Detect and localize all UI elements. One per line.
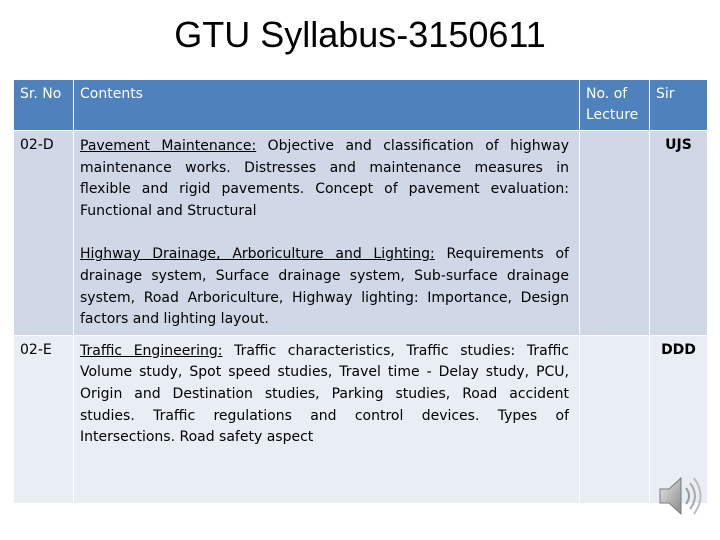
row-sr-no: 02-D (14, 131, 74, 336)
content-paragraph (80, 244, 569, 330)
header-sir: Sir (650, 80, 708, 131)
row-sir: UJS (650, 131, 708, 336)
table-row (14, 335, 708, 503)
table-row (14, 131, 708, 336)
speaker-icon[interactable] (656, 472, 706, 522)
syllabus-table (13, 79, 708, 504)
row-contents (74, 335, 580, 503)
table-header-row (14, 80, 708, 131)
content-paragraph (80, 136, 569, 222)
row-sr-no: 02-E (14, 335, 74, 503)
header-sr-no: Sr. No (14, 80, 74, 131)
topic-heading: Highway Drainage, Arboriculture and Lighting: (80, 246, 435, 263)
content-paragraph (80, 341, 569, 449)
topic-heading: Traffic Engineering: (80, 342, 223, 359)
row-contents (74, 131, 580, 336)
row-lectures (580, 335, 650, 503)
topic-text: Objective and classification of highway maintenance works. Distresses and maintenance measures in flexible and rigid pavements. Concept of pavement evaluation: Functional and Structural (80, 138, 569, 219)
header-lectures: No. of Lecture (580, 80, 650, 131)
topic-text: Traffic characteristics, Traffic studies: Traffic Volume study, Spot speed studies, Travel time - Delay study, PCU, Origin and Destination studies, Parking studies, Road accident studies. Traffic regulations and control devices. Types of Intersections. Road safety aspect (80, 342, 569, 446)
header-contents: Contents (74, 80, 580, 131)
row-sir: DDD (650, 335, 708, 503)
topic-heading: Pavement Maintenance: (80, 138, 257, 154)
topic-text: Requirements of drainage system, Surface drainage system, Sub-surface drainage system, Road Arboriculture, Highway lighting: Importance, Design factors and lighting layout. (80, 246, 569, 328)
row-lectures (580, 131, 650, 336)
page-title: GTU Syllabus-3150611 (174, 14, 546, 55)
